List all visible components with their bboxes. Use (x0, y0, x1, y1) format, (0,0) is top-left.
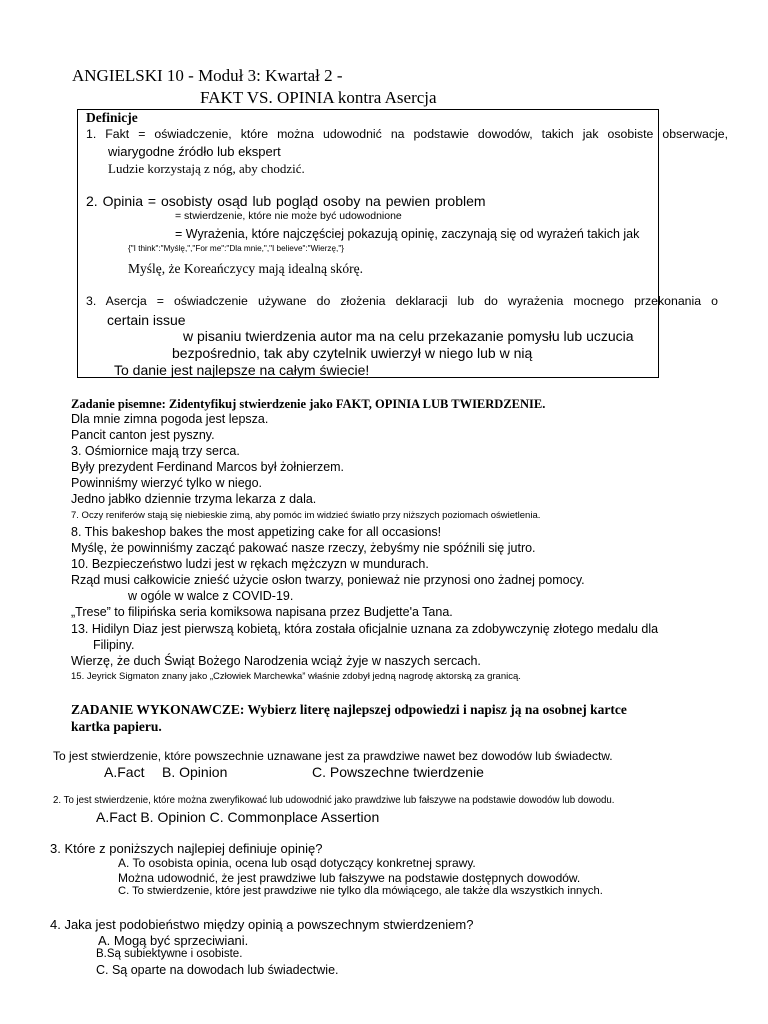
question-1-option-a: A.Fact (104, 764, 145, 780)
written-task-item: „Trese” to filipińska seria komiksowa napisana przez Budjette'a Tana. (71, 605, 453, 619)
question-2: 2. To jest stwierdzenie, które można zweryfikować lub udowodnić jako prawdziwe lub fałszywe na podstawie dowodów lub dowodu. (53, 795, 615, 806)
question-3-option-b: Można udowodnić, że jest prawdziwe lub fałszywe na podstawie dostępnych dowodów. (118, 871, 581, 885)
written-task-item: Myślę, że powinniśmy zacząć pakować nasze rzeczy, żebyśmy nie spóźnili się jutro. (71, 541, 536, 555)
assertion-example: To danie jest najlepsze na całym świecie! (114, 362, 370, 378)
written-task-item: 8. This bakeshop bakes the most appetizing cake for all occasions! (71, 525, 442, 539)
written-task-item: Były prezydent Ferdinand Marcos był żołnierzem. (71, 460, 345, 474)
performance-task-heading: ZADANIE WYKONAWCZE: Wybierz literę najlepszej odpowiedzi i napisz ją na osobnej kartce (71, 702, 627, 717)
written-task-item: Rząd musi całkowicie znieść użycie osłon twarzy, ponieważ nie przynosi ono żadnej pomocy. (71, 573, 585, 587)
opinion-definition-2: = stwierdzenie, które nie może być udowodnione (175, 210, 402, 222)
written-task-item: Jedno jabłko dziennie trzyma lekarza z dala. (71, 492, 317, 506)
opinion-expressions: {"I think":"Myślę,","For me":"Dla mnie,","I believe":"Wierzę,"} (128, 244, 344, 253)
written-task-item: 13. Hidilyn Diaz jest pierwszą kobietą, która została oficjalnie uznana za zdobywczynię złotego medalu dla (71, 622, 659, 636)
written-task-item: Wierzę, że duch Świąt Bożego Narodzenia wciąż żyje w naszych sercach. (71, 654, 481, 668)
fact-definition: 1. Fakt = oświadczenie, które można udowodnić na podstawie dowodów, takich jak osobiste obserwacje, (86, 127, 728, 141)
definitions-heading: Definicje (86, 110, 138, 125)
written-task-item: Powinniśmy wierzyć tylko w niego. (71, 476, 263, 490)
assertion-definition-cont: certain issue (107, 312, 186, 328)
question-4-option-c: C. Są oparte na dowodach lub świadectwie. (96, 963, 339, 977)
written-task-item: 3. Ośmiornice mają trzy serca. (71, 444, 240, 458)
question-4-option-b: B.Są subiektywne i osobiste. (96, 948, 243, 960)
question-1-option-b: B. Opinion (162, 764, 228, 780)
question-3: 3. Które z poniższych najlepiej definiuje opinię? (50, 841, 323, 856)
written-task-item: 15. Jeyrick Sigmaton znany jako „Człowiek Marchewka” właśnie zdobył jedną nagrodę aktorską za granicą. (71, 671, 521, 682)
opinion-definition: 2. Opinia = osobisty osąd lub pogląd osoby na pewien problem (86, 193, 486, 209)
assertion-definition: 3. Asercja = oświadczenie używane do złożenia deklaracji lub do wyrażenia mocnego przekonania o (86, 294, 718, 308)
question-1: To jest stwierdzenie, które powszechnie uznawane jest za prawdziwe nawet bez dowodów lub świadectw. (53, 749, 613, 763)
page-title-line1: ANGIELSKI 10 - Moduł 3: Kwartał 2 - (72, 66, 343, 85)
written-task-item-cont: w ogóle w walce z COVID-19. (128, 589, 294, 603)
opinion-definition-3: = Wyrażenia, które najczęściej pokazują opinię, zaczynają się od wyrażeń takich jak (175, 227, 640, 241)
assertion-definition-4: bezpośrednio, tak aby czytelnik uwierzył w niego lub w nią (172, 345, 533, 361)
question-3-option-a: A. To osobista opinia, ocena lub osąd dotyczący konkretnej sprawy. (118, 856, 476, 870)
question-4-option-a: A. Mogą być sprzeciwiani. (98, 933, 249, 948)
written-task-item: Dla mnie zimna pogoda jest lepsza. (71, 412, 269, 426)
written-task-item-cont: Filipiny. (93, 638, 135, 652)
written-task-heading: Zadanie pisemne: Zidentyfikuj stwierdzenie jako FAKT, OPINIA LUB TWIERDZENIE. (71, 397, 546, 411)
question-3-option-c: C. To stwierdzenie, które jest prawdziwe nie tylko dla mówiącego, ale także dla wszystkich innych. (118, 885, 603, 897)
question-4: 4. Jaka jest podobieństwo między opinią a powszechnym stwierdzeniem? (50, 917, 474, 932)
written-task-item: 7. Oczy reniferów stają się niebieskie zimą, aby pomóc im widzieć światło przy niższych poziomach oświetlenia. (71, 510, 541, 521)
question-2-options: A.Fact B. Opinion C. Commonplace Assertion (96, 809, 380, 825)
performance-task-heading-cont: kartka papieru. (71, 719, 162, 734)
assertion-definition-3: w pisaniu twierdzenia autor ma na celu przekazanie pomysłu lub uczucia (183, 328, 634, 344)
written-task-item: 10. Bezpieczeństwo ludzi jest w rękach mężczyzn w mundurach. (71, 557, 429, 571)
opinion-example: Myślę, że Koreańczycy mają idealną skórę. (128, 261, 364, 276)
question-1-option-c: C. Powszechne twierdzenie (312, 764, 484, 780)
page-title-line2: FAKT VS. OPINIA kontra Asercja (200, 88, 437, 107)
fact-example: Ludzie korzystają z nóg, aby chodzić. (108, 161, 305, 176)
fact-definition-cont: wiarygodne źródło lub ekspert (108, 144, 281, 159)
written-task-item: Pancit canton jest pyszny. (71, 428, 215, 442)
